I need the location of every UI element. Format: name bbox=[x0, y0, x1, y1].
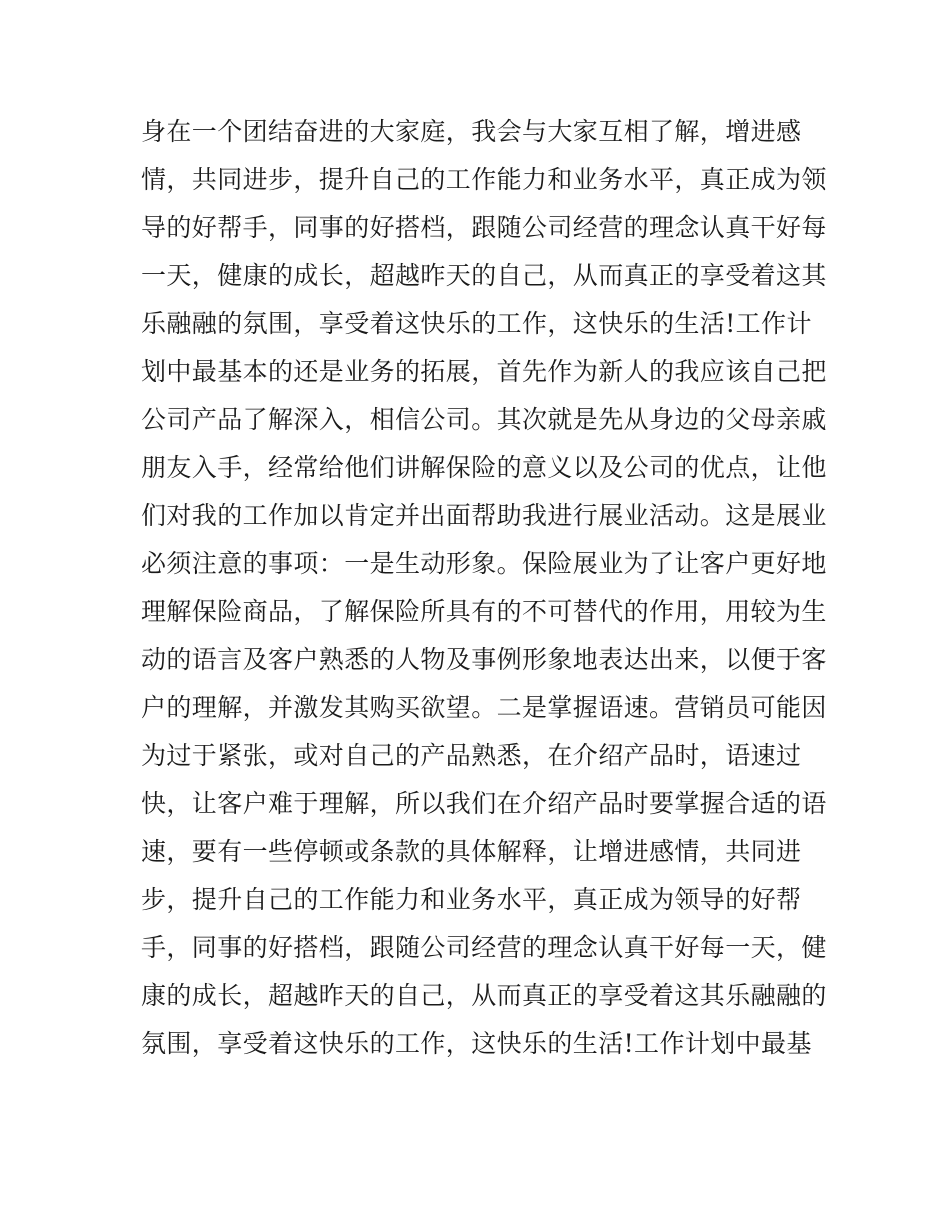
text-line: 动的语言及客户熟悉的人物及事例形象地表达出来，以便于客 bbox=[141, 645, 827, 674]
body-paragraph bbox=[141, 108, 827, 1068]
text-line: 朋友入手，经常给他们讲解保险的意义以及公司的优点，让他 bbox=[141, 453, 827, 482]
text-line: 手，同事的好搭档，跟随公司经营的理念认真干好每一天，健 bbox=[141, 933, 827, 962]
text-line: 划中最基本的还是业务的拓展，首先作为新人的我应该自己把 bbox=[141, 357, 827, 386]
text-line: 快，让客户难于理解，所以我们在介绍产品时要掌握合适的语 bbox=[141, 789, 827, 818]
text-line: 为过于紧张，或对自己的产品熟悉，在介绍产品时，语速过 bbox=[141, 741, 802, 770]
text-line: 公司产品了解深入，相信公司。其次就是先从身边的父母亲戚 bbox=[141, 405, 827, 434]
text-line: 们对我的工作加以肯定并出面帮助我进行展业活动。这是展业 bbox=[141, 501, 827, 530]
text-line: 一天，健康的成长，超越昨天的自己，从而真正的享受着这其 bbox=[141, 261, 827, 290]
text-line: 康的成长，超越昨天的自己，从而真正的享受着这其乐融融的 bbox=[141, 981, 827, 1010]
text-line: 必须注意的事项：一是生动形象。保险展业为了让客户更好地 bbox=[141, 549, 827, 578]
text-line: 速，要有一些停顿或条款的具体解释，让增进感情，共同进 bbox=[141, 837, 802, 866]
text-line: 户的理解，并激发其购买欲望。二是掌握语速。营销员可能因 bbox=[141, 693, 827, 722]
text-line: 氛围，享受着这快乐的工作，这快乐的生活!工作计划中最基 bbox=[141, 1029, 812, 1058]
text-line: 身在一个团结奋进的大家庭，我会与大家互相了解，增进感 bbox=[141, 117, 802, 146]
text-line: 导的好帮手，同事的好搭档，跟随公司经营的理念认真干好每 bbox=[141, 213, 827, 242]
text-line: 情，共同进步，提升自己的工作能力和业务水平，真正成为领 bbox=[141, 165, 827, 194]
text-line: 理解保险商品，了解保险所具有的不可替代的作用，用较为生 bbox=[141, 597, 827, 626]
text-line: 乐融融的氛围，享受着这快乐的工作，这快乐的生活!工作计 bbox=[141, 309, 812, 338]
text-line: 步，提升自己的工作能力和业务水平，真正成为领导的好帮 bbox=[141, 885, 802, 914]
